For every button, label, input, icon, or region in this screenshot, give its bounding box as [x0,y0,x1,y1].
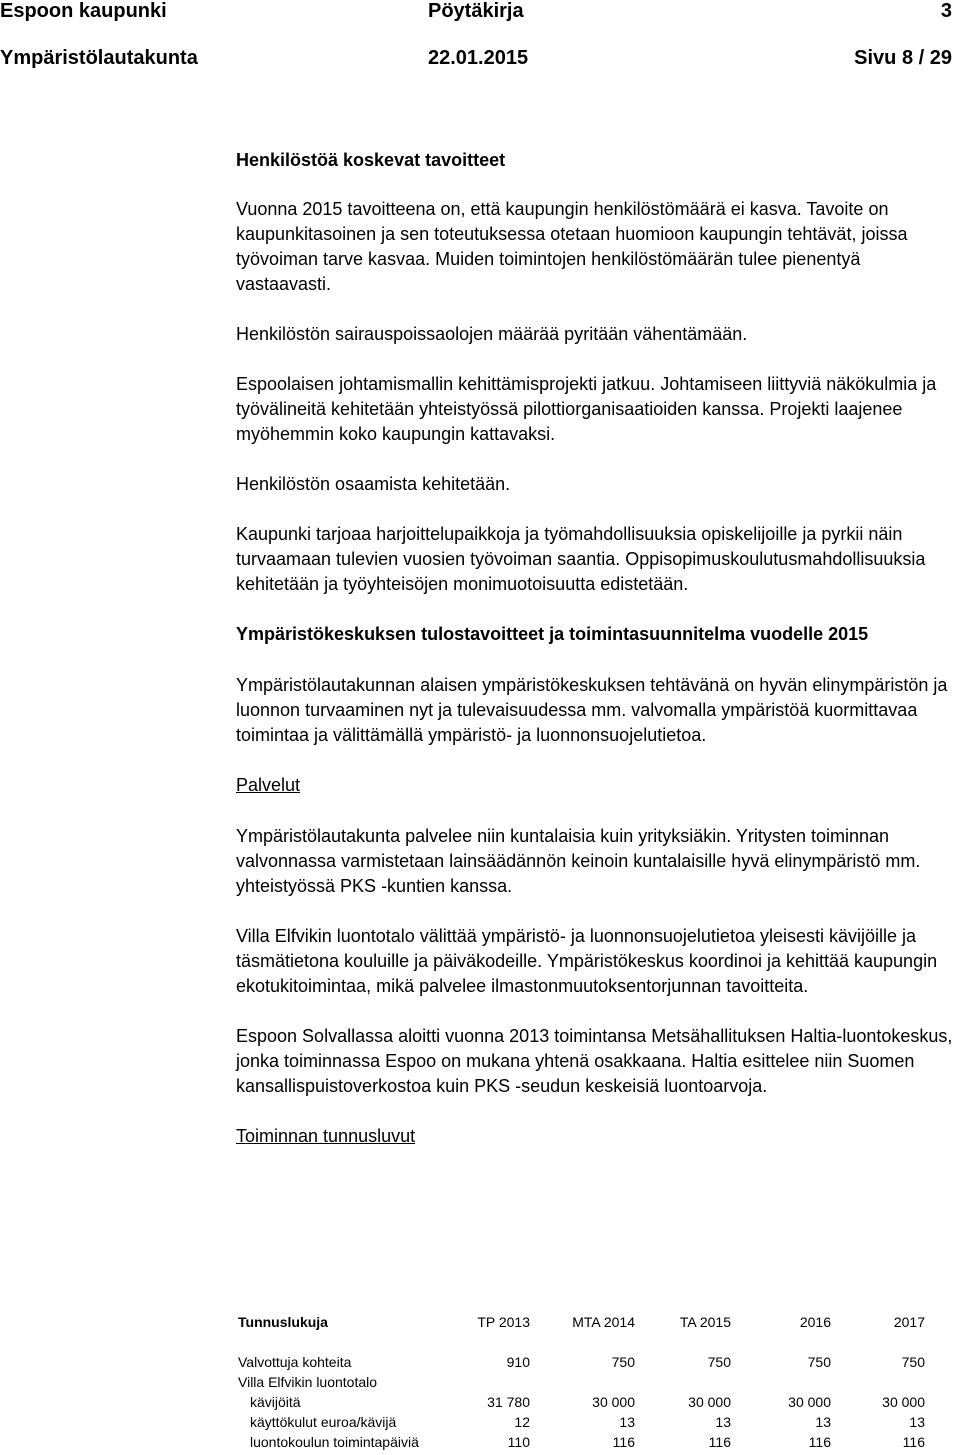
kpi-table [238,1312,925,1452]
table-cell: 750 [807,1354,831,1370]
header-body: Ympäristölautakunta [0,47,198,69]
table-cell [731,1372,831,1392]
header-section-number: 3 [940,0,952,22]
table-cell: 31 780 [487,1394,530,1410]
kpi-col-header: TA 2015 [679,1314,731,1330]
kpi-col-header: 2017 [893,1314,925,1330]
table-row-label: Villa Elfvikin luontotalo [238,1374,378,1390]
table-cell [468,1372,530,1392]
environment-centre-heading: Ympäristökeskuksen tulostavoitteet ja toimintasuunnitelma vuodelle 2015 [236,624,869,644]
table-row-label: käyttökulut euroa/kävijä [250,1414,397,1430]
services-heading: Palvelut [236,775,301,795]
table-row [238,1432,925,1452]
staff-paragraph-5: Kaupunki tarjoaa harjoittelupaikkoja ja työmahdollisuuksia opiskelijoille ja pyrkii näin turvaamaan tulevien vuosien työvoiman saantia. Oppisopimuskoulutusmahdollisuuksia kehitetään ja työyhteisöjen monimuotoisuutta edistetään. [236,524,926,594]
table-row-label: luontokoulun toimintapäiviä [250,1434,419,1450]
table-cell: 116 [808,1434,831,1450]
table-cell: 30 000 [882,1394,925,1410]
services-paragraph-3: Espoon Solvallassa aloitti vuonna 2013 toimintansa Metsähallituksen Haltia-luontokeskus, jonka toiminnassa Espoo on mukana yhtenä osakkaana. Haltia esittelee niin Suomen kansallispuistoverkostoa kuin PKS -seudun keskeisiä luontoarvoja. [236,1026,953,1096]
table-cell: 116 [708,1434,731,1450]
header-page-number: Sivu 8 / 29 [854,47,952,69]
staff-paragraph-4: Henkilöstön osaamista kehitetään. [236,474,511,494]
table-cell: 750 [707,1354,731,1370]
table-cell: 30 000 [592,1394,635,1410]
services-paragraph-1: Ympäristölautakunta palvelee niin kuntalaisia kuin yrityksiäkin. Yritysten toiminnan valvonnassa varmistetaan lainsäädännön keinoin kuntalaisille hyvä elinympäristö mm. yhteistyössä PKS -kuntien kanssa. [236,826,921,896]
services-paragraph-2: Villa Elfvikin luontotalo välittää ympäristö- ja luonnonsuojelutietoa yleisesti kävijöille ja täsmätietona kouluille ja päiväkodeille. Ympäristökeskus koordinoi ja kehittää kaupungin ekotukitoimintaa, mikä palvelee ilmastonmuutoksentorjunnan tavoitteita. [236,926,938,996]
table-cell [635,1372,731,1392]
kpi-col-header: 2016 [799,1314,831,1330]
table-cell: 116 [612,1434,635,1450]
table-row [238,1372,925,1392]
kpi-heading: Toiminnan tunnusluvut [236,1126,416,1146]
table-cell [831,1372,925,1392]
staff-goals-heading: Henkilöstöä koskevat tavoitteet [236,150,506,170]
table-cell: 110 [507,1434,530,1450]
table-cell [530,1372,635,1392]
staff-paragraph-2: Henkilöstön sairauspoissaolojen määrää pyritään vähentämään. [236,324,748,344]
table-row-label: Valvottuja kohteita [238,1354,352,1370]
kpi-col-header: Tunnuslukuja [238,1314,328,1330]
header-organization: Espoon kaupunki [0,0,167,22]
table-cell: 12 [514,1414,530,1430]
table-cell: 13 [619,1414,635,1430]
table-cell: 116 [902,1434,925,1450]
table-cell: 13 [815,1414,831,1430]
document-body [236,148,954,1175]
table-cell: 13 [909,1414,925,1430]
kpi-table-spacer [238,1332,925,1352]
table-cell: 910 [506,1354,530,1370]
table-cell: 750 [901,1354,925,1370]
table-row [238,1412,925,1432]
page-header-row-1 [0,0,960,30]
header-document-type: Pöytäkirja [428,0,524,22]
table-row [238,1352,925,1372]
table-cell: 30 000 [688,1394,731,1410]
kpi-col-header: TP 2013 [477,1314,530,1330]
table-cell: 13 [715,1414,731,1430]
table-row [238,1392,925,1412]
staff-paragraph-1: Vuonna 2015 tavoitteena on, että kaupungin henkilöstömäärä ei kasva. Tavoite on kaupunkitasoinen ja sen toteutuksessa otetaan huomioon kaupungin tehtävät, joissa työvoiman tarve kasvaa. Muiden toimintojen henkilöstömäärän tulee pienentyä vastaavasti. [236,199,908,294]
kpi-table-header-row [238,1312,925,1332]
kpi-col-header: MTA 2014 [572,1314,635,1330]
table-row-label: kävijöitä [250,1394,301,1410]
table-cell: 750 [611,1354,635,1370]
environment-paragraph-1: Ympäristölautakunnan alaisen ympäristökeskuksen tehtävänä on hyvän elinympäristön ja luonnon turvaaminen nyt ja tulevaisuudessa mm. valvomalla ympäristöä kuormittavaa toimintaa ja välittämällä ympäristö- ja luonnonsuojelutietoa. [236,675,948,745]
header-date: 22.01.2015 [428,47,529,69]
table-cell: 30 000 [788,1394,831,1410]
page-header-row-2 [0,47,960,77]
staff-paragraph-3: Espoolaisen johtamismallin kehittämisprojekti jatkuu. Johtamiseen liittyviä näkökulmia ja työvälineitä kehitetään yhteistyössä pilottiorganisaatioiden kanssa. Projekti laajenee myöhemmin koko kaupungin kattavaksi. [236,374,937,444]
